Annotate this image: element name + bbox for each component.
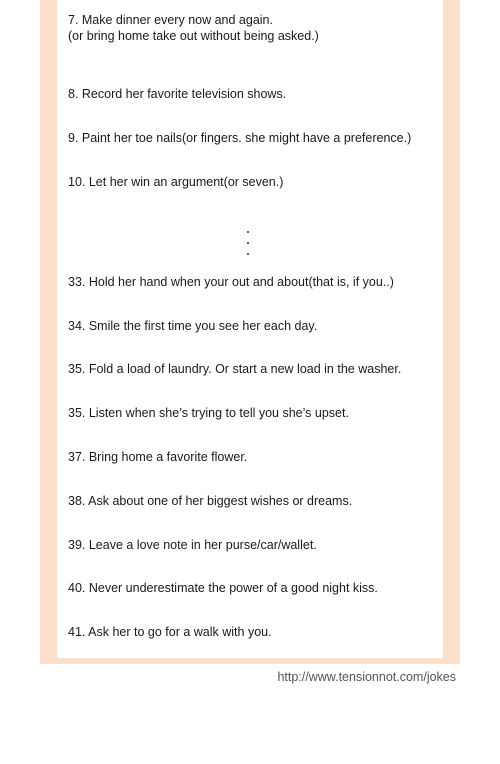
list-item-text: 39. Leave a love note in her purse/car/wallet. — [68, 538, 317, 552]
list-item-text: 40. Never underestimate the power of a good night kiss. — [68, 581, 378, 595]
list-item — [68, 361, 401, 377]
source-url: http://www.tensionnot.com/jokes — [277, 670, 456, 684]
list-item — [68, 174, 283, 190]
list-item-subtext: (or bring home take out without being asked.) — [68, 29, 319, 43]
ellipsis-dot — [247, 242, 249, 244]
list-item — [68, 12, 319, 44]
list-item-text: 9. Paint her toe nails(or fingers. she might have a preference.) — [68, 131, 412, 145]
list-item-text: 37. Bring home a favorite flower. — [68, 450, 248, 464]
ellipsis-separator — [246, 228, 252, 260]
list-item — [68, 580, 378, 596]
list-item-text: 10. Let her win an argument(or seven.) — [68, 175, 284, 189]
list-item-text: 41. Ask her to go for a walk with you. — [68, 625, 272, 639]
list-item-text: 8. Record her favorite television shows. — [68, 87, 287, 101]
list-item — [68, 493, 352, 509]
list-item — [68, 318, 317, 334]
list-item — [68, 449, 247, 465]
list-item-text: 33. Hold her hand when your out and about(that is, if you..) — [68, 275, 394, 289]
list-item-text: 34. Smile the first time you see her each day. — [68, 319, 318, 333]
list-item-text: 35. Fold a load of laundry. Or start a new load in the washer. — [68, 362, 402, 376]
list-item — [68, 624, 272, 640]
list-item-text: 38. Ask about one of her biggest wishes or dreams. — [68, 494, 353, 508]
ellipsis-dot — [247, 231, 249, 233]
list-item — [68, 405, 349, 421]
list-item — [68, 130, 411, 146]
list-item — [68, 86, 286, 102]
list-item-text: 35. Listen when she’s trying to tell you she’s upset. — [68, 406, 349, 420]
list-item-text: 7. Make dinner every now and again. — [68, 13, 273, 27]
list-item — [68, 537, 317, 553]
list-item — [68, 274, 394, 290]
ellipsis-dot — [247, 253, 249, 255]
